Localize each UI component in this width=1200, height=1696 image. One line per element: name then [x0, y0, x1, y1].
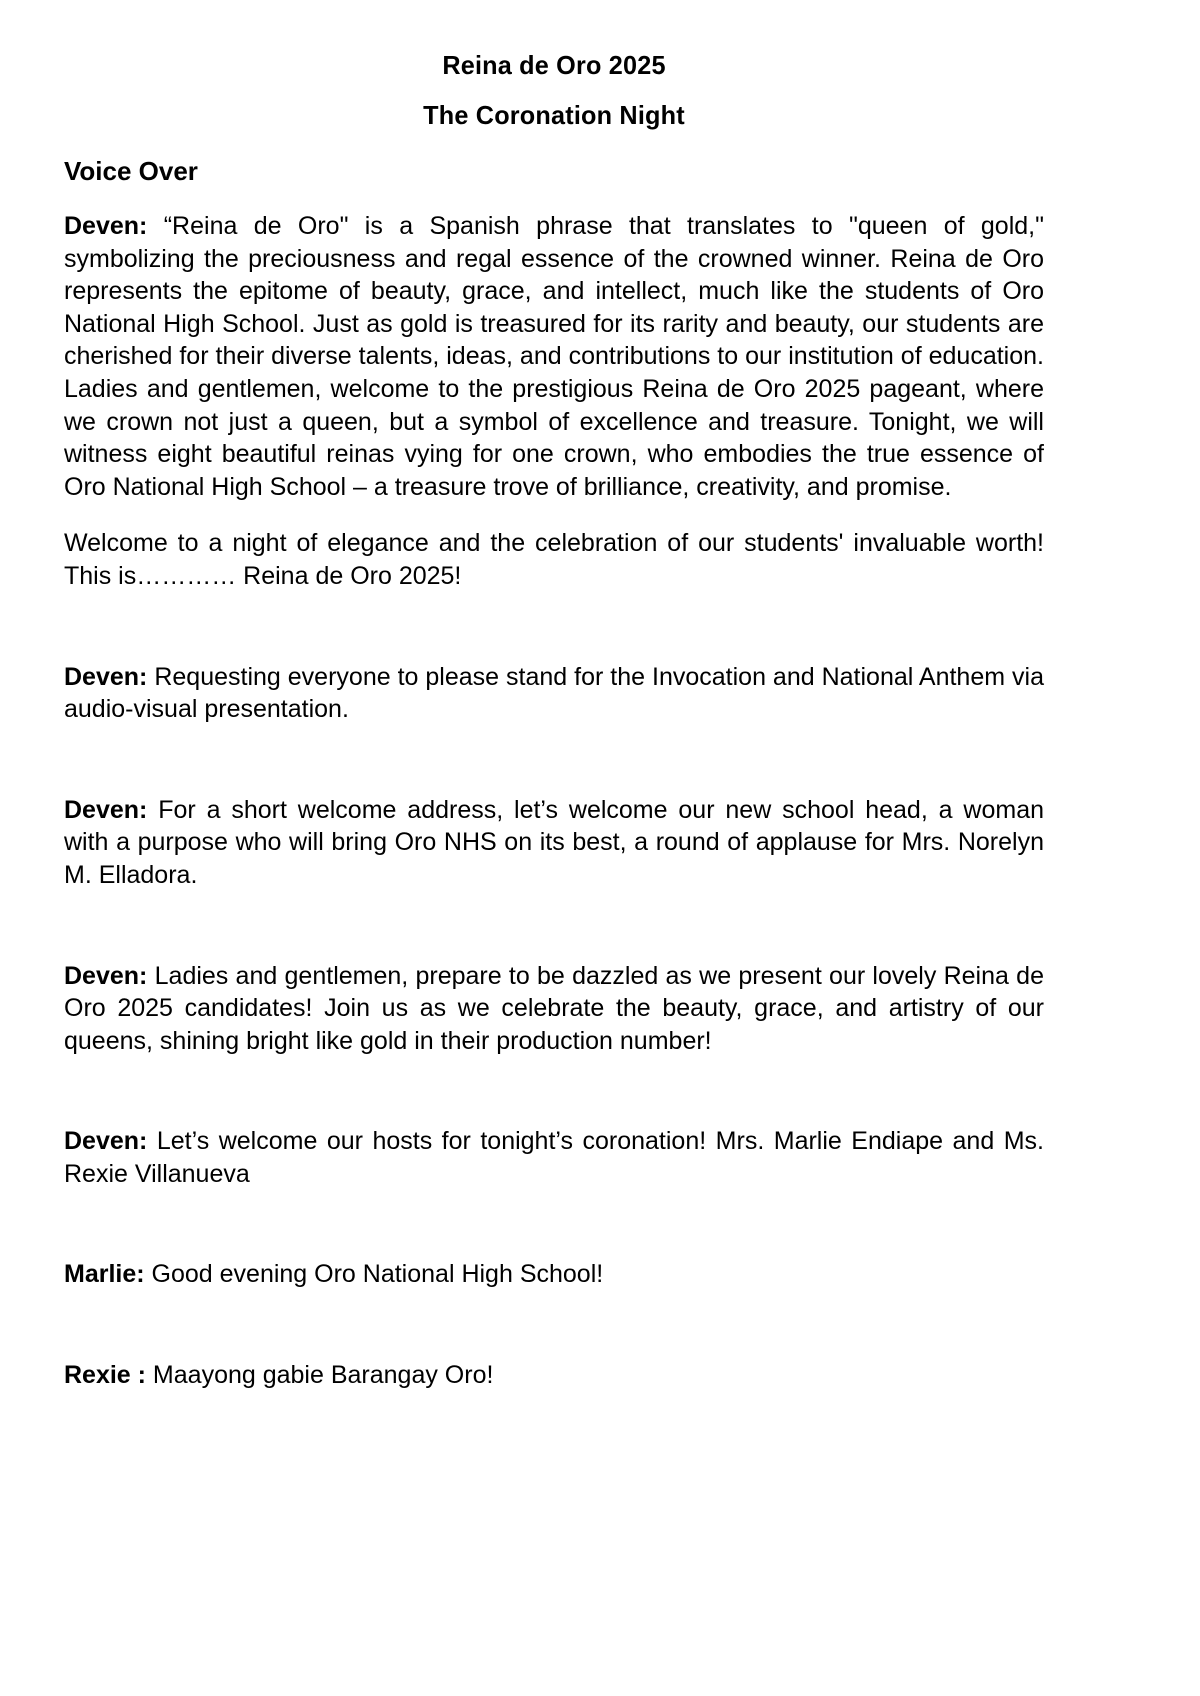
paragraph-spacer	[64, 1081, 1044, 1125]
speaker-label: Deven:	[64, 1127, 148, 1156]
section-heading-voice-over: Voice Over	[64, 156, 198, 186]
page-title: Reina de Oro 2025	[442, 50, 666, 80]
speaker-text: “Reina de Oro" is a Spanish phrase that translates to "queen of gold," symbolizing the preciousness and regal essence of the crowned winner. Reina de Oro represents the epitome of beauty, grace, and intellect, much like the students of Oro National High School. Just as gold is treasured for its rarity and beauty, our students are cherished for their diverse talents, ideas, and contributions to our institution of education. Ladies and gentlemen, welcome to the prestigious Reina de Oro 2025 pageant, where we crown not just a queen, but a symbol of excellence and treasure. Tonight, we will witness eight beautiful reinas vying for one crown, who embodies the true essence of Oro National High School – a treasure trove of brilliance, creativity, and promise.	[64, 212, 1044, 501]
paragraph-spacer	[64, 1315, 1044, 1359]
speaker-text: Ladies and gentlemen, prepare to be dazzled as we present our lovely Reina de Oro 2025 candidates! Join us as we celebrate the beauty, grace, and artistry of our queens, shining bright like gold in their production number!	[64, 961, 1044, 1055]
speaker-text: Welcome to a night of elegance and the celebration of our students' invaluable worth! This is………… Reina de Oro 2025!	[64, 529, 1044, 590]
script-line-welcome-address	[64, 794, 1044, 892]
script-line-hosts	[64, 1125, 1044, 1190]
paragraph-spacer	[64, 916, 1044, 960]
speaker-label: Deven:	[64, 795, 148, 824]
script-line-rexie	[64, 1359, 1044, 1392]
script-line-invocation	[64, 661, 1044, 726]
speaker-text: For a short welcome address, let’s welcome our new school head, a woman with a purpose who will bring Oro NHS on its best, a round of applause for Mrs. Norelyn M. Elladora.	[64, 795, 1044, 889]
paragraph-spacer	[64, 617, 1044, 661]
script-line-marlie	[64, 1258, 1044, 1291]
speaker-label: Deven:	[64, 961, 148, 990]
speaker-label: Marlie:	[64, 1260, 145, 1289]
script-line-welcome	[64, 527, 1044, 592]
speaker-label: Rexie :	[64, 1361, 146, 1390]
script-line-deven-intro	[64, 210, 1044, 503]
paragraph-spacer	[64, 1214, 1044, 1258]
speaker-text: Maayong gabie Barangay Oro!	[145, 1361, 494, 1390]
speaker-label: Deven:	[64, 212, 148, 240]
speaker-text: Let’s welcome our hosts for tonight’s coronation! Mrs. Marlie Endiape and Ms. Rexie Villanueva	[64, 1127, 1044, 1188]
document-body	[64, 52, 1044, 1392]
speaker-label: Deven:	[64, 662, 148, 691]
paragraph-spacer	[64, 750, 1044, 794]
speaker-text: Requesting everyone to please stand for the Invocation and National Anthem via audio-visual presentation.	[64, 662, 1044, 724]
page-subtitle: The Coronation Night	[423, 100, 685, 130]
speaker-text: Good evening Oro National High School!	[144, 1260, 604, 1289]
script-line-candidates	[64, 960, 1044, 1058]
